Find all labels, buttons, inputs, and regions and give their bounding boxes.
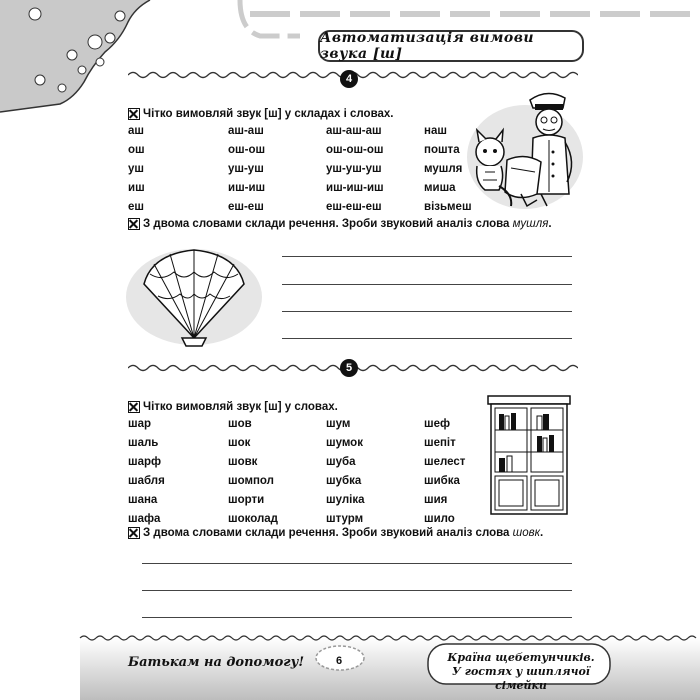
- word: штурм: [326, 513, 364, 525]
- syllable: иш-иш: [228, 182, 266, 194]
- pencil-cross-icon: [128, 527, 140, 539]
- writing-line: [142, 617, 572, 618]
- pencil-cross-icon: [128, 401, 140, 413]
- postman-cat-illustration: [455, 82, 585, 217]
- syllable: уш-уш-уш: [326, 163, 382, 175]
- syllable: аш-аш: [228, 125, 264, 137]
- highlighted-word: мушля: [512, 218, 549, 230]
- syllable: еш-еш-еш: [326, 201, 382, 213]
- syllable: еш-еш: [228, 201, 264, 213]
- syllable: аш: [128, 125, 144, 137]
- syllable: ош-ош: [228, 144, 266, 156]
- syllable: еш: [128, 201, 144, 213]
- syllables-table: [128, 122, 484, 217]
- syllable: иш-иш-иш: [326, 182, 384, 194]
- word: наш: [424, 125, 447, 137]
- word: шарф: [128, 456, 162, 468]
- word: шибка: [424, 475, 460, 487]
- pencil-cross-icon: [128, 108, 140, 120]
- word: мушля: [424, 163, 463, 175]
- syllable: уш-уш: [228, 163, 264, 175]
- word: шелест: [424, 456, 466, 468]
- page-title: Автоматизація вимови звука [ш]: [318, 30, 584, 62]
- writing-line: [282, 256, 572, 257]
- syllable: аш-аш-аш: [326, 125, 382, 137]
- word: шепіт: [424, 437, 456, 449]
- highlighted-word: шовк: [512, 527, 541, 539]
- syllable: ош-ош-ош: [326, 144, 384, 156]
- word: шомпол: [228, 475, 274, 487]
- footer-book-title: [436, 651, 606, 693]
- syllable: ош: [128, 144, 145, 156]
- word: шубка: [326, 475, 362, 487]
- word: шорти: [228, 494, 265, 506]
- page-number: 6: [336, 655, 343, 667]
- word: шов: [228, 418, 252, 430]
- word: шеф: [424, 418, 451, 430]
- word: шок: [228, 437, 251, 449]
- word: шана: [128, 494, 158, 506]
- word: шуліка: [326, 494, 365, 506]
- word: шафа: [128, 513, 161, 525]
- pencil-cross-icon: [128, 218, 140, 230]
- footer-parents-note: Батькам на допомогу!: [128, 655, 305, 670]
- syllable: уш: [128, 163, 144, 175]
- exercise-number-badge: 5: [340, 359, 358, 377]
- word: шило: [424, 513, 455, 525]
- word: шоколад: [228, 513, 278, 525]
- writing-line: [142, 590, 572, 591]
- word: пошта: [424, 144, 460, 156]
- bookcase-illustration: [485, 392, 573, 518]
- task-instruction: З двома словами склади речення. Зроби звуковий аналіз слова шовк .: [128, 527, 543, 539]
- word: шумок: [326, 437, 363, 449]
- writing-line: [142, 563, 572, 564]
- word: шар: [128, 418, 152, 430]
- book-title-line1: Країна щебетунчиків.: [447, 651, 595, 664]
- word: шаль: [128, 437, 159, 449]
- syllable: иш: [128, 182, 145, 194]
- word: шия: [424, 494, 448, 506]
- words-table: [128, 415, 484, 529]
- writing-line: [282, 338, 572, 339]
- task-instruction: З двома словами склади речення. Зроби звуковий аналіз слова мушля .: [128, 218, 552, 230]
- corner-bubbles-decoration: [0, 0, 160, 125]
- word: шабля: [128, 475, 165, 487]
- word: шуба: [326, 456, 356, 468]
- writing-line: [282, 284, 572, 285]
- seashell-illustration: [122, 242, 272, 352]
- word: миша: [424, 182, 456, 194]
- exercise-number-badge: 4: [340, 70, 358, 88]
- book-title-line2: У гостях у шиплячої сімейки: [452, 665, 590, 692]
- task-instruction: Чітко вимовляй звук [ш] у складах і словах.: [128, 108, 393, 120]
- word: шовк: [228, 456, 258, 468]
- writing-line: [282, 311, 572, 312]
- task-instruction: Чітко вимовляй звук [ш] у словах.: [128, 401, 338, 413]
- word: візьмеш: [424, 201, 472, 213]
- word: шум: [326, 418, 351, 430]
